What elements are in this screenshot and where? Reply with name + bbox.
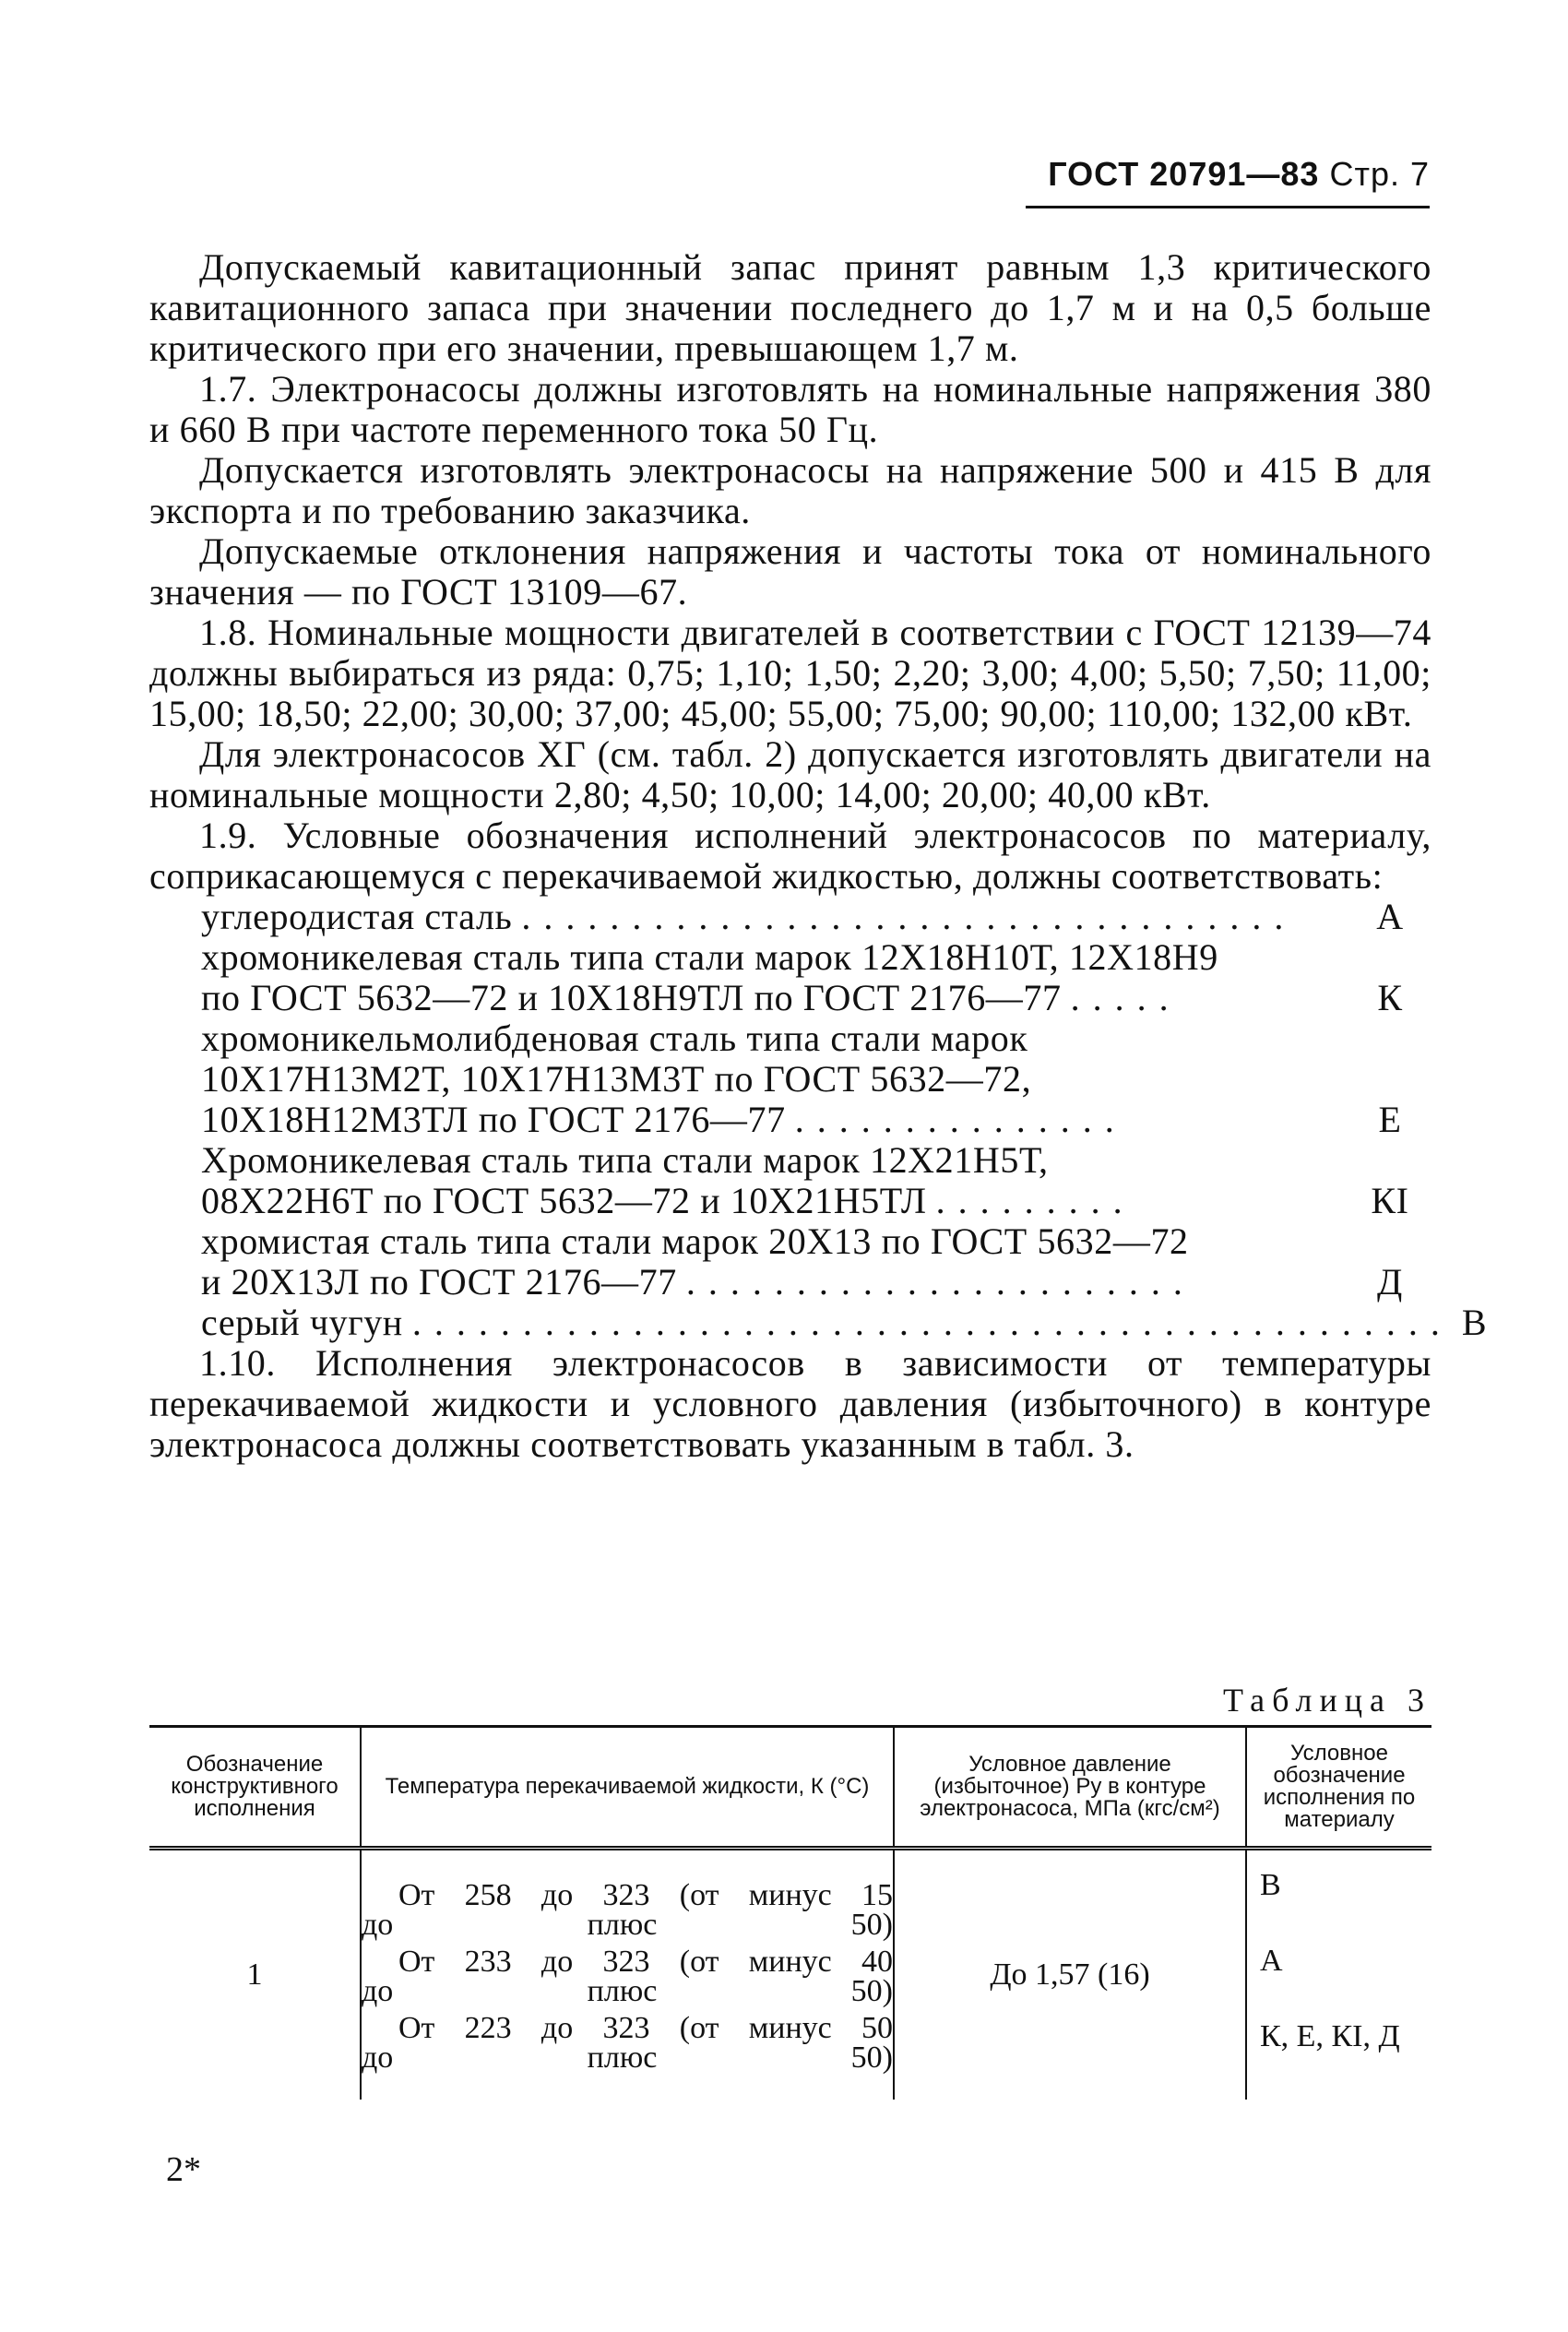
header-temperature: Температура перекачиваемой жидкости, К (°С): [361, 1727, 894, 1849]
design-cell: 1: [149, 1849, 361, 2100]
paragraph-1-9: 1.9. Условные обозначения исполнений электронасосов по материалу, соприкасающемуся с перекачиваемой жидкостью, должны соответствовать:: [149, 815, 1431, 897]
paragraph-1-8: 1.8. Номинальные мощности двигателей в соответствии с ГОСТ 12139—74 должны выбираться из ряда: 0,75; 1,10; 1,50; 2,20; 3,00; 4,00; 5,50; 7,50; 11,00; 15,00; 18,50; 22,00; 30,00; 37,00; 45,00; 55,00; 75,00; 90,00; 110,00; 132,00 кВт.: [149, 612, 1431, 734]
temperature-line: От 233 до 323 (от минус 40: [398, 1945, 893, 1979]
temperature-line: до плюс 50): [362, 1974, 893, 2008]
signature-mark: 2*: [166, 2150, 201, 2189]
temperature-cell: [361, 1849, 894, 2100]
leader-dots: .......................: [685, 1261, 1195, 1303]
material-code: В: [1461, 1302, 1488, 1343]
paragraph-1-10: 1.10. Исполнения электронасосов в зависимости от температуры перекачиваемой жидкости и условного давления (избыточного) в контуре электронасоса должны соответствовать указанным в табл. 3.: [149, 1342, 1431, 1465]
material-line: хромоникельмолибденовая сталь типа стали марок: [201, 1017, 1028, 1059]
material-code-value: А: [1260, 1944, 1283, 1978]
temperature-line: до плюс 50): [362, 2040, 893, 2075]
header-pressure: Условное давление (избыточное) Pу в контуре электронасоса, МПа (кгс/см²): [894, 1727, 1246, 1849]
leader-dots: ...................................: [521, 896, 1297, 937]
material-line: 08Х22Н6Т по ГОСТ 5632—72 и 10Х21Н5ТЛ: [201, 1180, 927, 1221]
leader-dots: ...............: [794, 1099, 1127, 1140]
material-line: 10Х18Н12М3ТЛ по ГОСТ 2176—77: [201, 1099, 786, 1140]
table-3: [149, 1725, 1431, 2100]
page-number: Стр. 7: [1329, 155, 1430, 193]
material-code-value: В: [1260, 1868, 1281, 1902]
paragraph-1-7: 1.7. Электронасосы должны изготовлять на номинальные напряжения 380 и 660 В при частоте переменного тока 50 Гц.: [149, 368, 1431, 450]
material-line: серый чугун: [201, 1302, 403, 1343]
temperature-range: [362, 1947, 893, 2006]
page-header: [1024, 155, 1430, 194]
material-code-value: К, Е, КI, Д: [1260, 2019, 1400, 2053]
material-code: А: [1376, 896, 1404, 937]
leader-dots: .........: [935, 1180, 1135, 1221]
temperature-range: [362, 2011, 893, 2075]
body-text: [149, 246, 1488, 1465]
material-code: КI: [1371, 1180, 1409, 1221]
paragraph-deviations: Допускаемые отклонения напряжения и частоты тока от номинального значения — по ГОСТ 13109—67.: [149, 530, 1431, 613]
material-item: [201, 1221, 1431, 1303]
material-code-cell: [1246, 1849, 1431, 2100]
paragraph-cavitation: Допускаемый кавитационный запас принят равным 1,3 критического кавитационного запаса при значении последнего до 1,7 м и на 0,5 больше критического при его значении, превышающем 1,7 м.: [149, 246, 1431, 369]
header-rule: [1026, 206, 1430, 208]
material-line: Хромоникелевая сталь типа стали марок 12Х21Н5Т,: [201, 1139, 1049, 1181]
material-item: [201, 1140, 1431, 1221]
material-item: [201, 897, 1431, 937]
material-line: по ГОСТ 5632—72 и 10Х18Н9ТЛ по ГОСТ 2176—77: [201, 977, 1062, 1018]
header-design: Обозначение конструктивного исполнения: [149, 1727, 361, 1849]
temperature-line: до плюс 50): [362, 1908, 893, 1942]
temperature-line: От 223 до 323 (от минус 50: [398, 2011, 893, 2045]
table-title: Таблица 3: [1223, 1682, 1431, 1719]
table-header-row: [149, 1727, 1431, 1849]
leader-dots: ...............................................: [411, 1302, 1453, 1343]
material-code: К: [1377, 977, 1403, 1018]
material-item: [201, 1018, 1431, 1140]
material-line: хромистая сталь типа стали марок 20Х13 по ГОСТ 5632—72: [201, 1220, 1189, 1262]
standard-number: ГОСТ 20791—83: [1048, 155, 1320, 193]
material-item: [201, 937, 1431, 1018]
paragraph-xg-power: Для электронасосов ХГ (см. табл. 2) допускается изготовлять двигатели на номинальные мощности 2,80; 4,50; 10,00; 14,00; 20,00; 40,00 кВт.: [149, 733, 1431, 815]
paragraph-export-voltage: Допускается изготовлять электронасосы на напряжение 500 и 415 В для экспорта и по требованию заказчика.: [149, 449, 1431, 531]
temperature-line: От 258 до 323 (от минус 15: [398, 1878, 893, 1912]
material-code: Е: [1378, 1099, 1402, 1140]
pressure-cell: До 1,57 (16): [894, 1849, 1246, 2100]
materials-list: [149, 896, 1488, 1343]
temperature-range: [362, 1878, 893, 1942]
header-material-code: Условное обозначение исполнения по материалу: [1263, 1741, 1416, 1832]
table-row: [149, 1849, 1431, 2100]
material-line: 10Х17Н13М2Т, 10Х17Н13М3Т по ГОСТ 5632—72,: [201, 1058, 1032, 1100]
leader-dots: .....: [1070, 977, 1182, 1018]
material-line: и 20Х13Л по ГОСТ 2176—77: [201, 1261, 677, 1303]
material-line: хромоникелевая сталь типа стали марок 12Х18Н10Т, 12Х18Н9: [201, 936, 1218, 978]
material-line: углеродистая сталь: [201, 896, 513, 937]
material-item: [201, 1302, 1488, 1343]
material-code: Д: [1377, 1261, 1403, 1303]
